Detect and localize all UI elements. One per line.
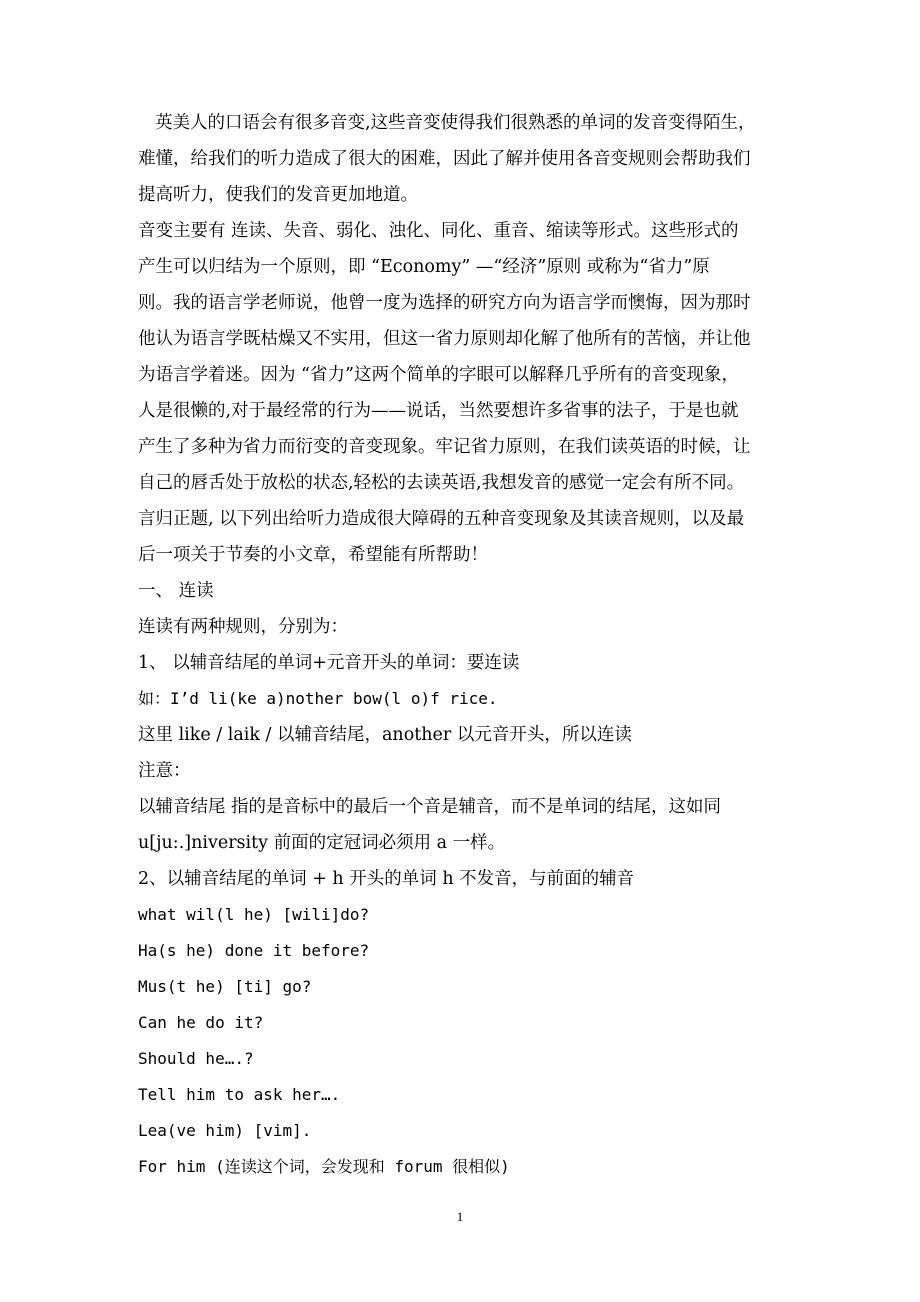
- example-line: 如：I’d li(ke a)nother bow(l o)f rice.: [138, 689, 498, 708]
- paragraph-line: 自己的唇舌处于放松的状态,轻松的去读英语,我想发音的感觉一定会有所不同。: [138, 473, 745, 493]
- note-label: 注意：: [138, 761, 191, 781]
- paragraph-line: 产生可以归结为一个原则，即 “Economy” —“经济”原则 或称为“省力”原: [138, 257, 710, 277]
- paragraph-line: 人是很懒的,对于最经常的行为——说话，当然要想许多省事的法子，于是也就: [138, 401, 739, 421]
- example-line: Mus(t he) [ti] go?: [138, 977, 312, 996]
- paragraph-line: 难懂，给我们的听力造成了很大的困难，因此了解并使用各音变规则会帮助我们: [138, 149, 751, 169]
- paragraph-line: 英美人的口语会有很多音变,这些音变使得我们很熟悉的单词的发音变得陌生，: [155, 113, 756, 133]
- paragraph-line: 以辅音结尾 指的是音标中的最后一个音是辅音，而不是单词的结尾，这如同: [138, 797, 722, 817]
- section-heading: 一、 连读: [138, 581, 214, 601]
- paragraph-line: 言归正题, 以下列出给听力造成很大障碍的五种音变现象及其读音规则，以及最: [138, 509, 745, 529]
- example-line: Lea(ve him) [vim].: [138, 1121, 312, 1140]
- paragraph-line: 他认为语言学既枯燥又不实用，但这一省力原则却化解了他所有的苦恼，并让他: [138, 329, 751, 349]
- paragraph-line: 产生了多种为省力而衍变的音变现象。牢记省力原则，在我们读英语的时候，让: [138, 437, 751, 457]
- paragraph-line: 后一项关于节奏的小文章，希望能有所帮助！: [138, 545, 488, 565]
- paragraph-line: 为语言学着迷。因为 “省力”这两个简单的字眼可以解释几乎所有的音变现象，: [138, 365, 739, 385]
- paragraph-line: 连读有两种规则，分别为：: [138, 617, 348, 637]
- page-number: 1: [456, 1209, 464, 1224]
- example-line: Tell him to ask her….: [138, 1085, 341, 1104]
- paragraph-line: 音变主要有 连读、失音、弱化、浊化、同化、重音、缩读等形式。这些形式的: [138, 221, 739, 241]
- document-body: [138, 105, 798, 1185]
- paragraph-line: 则。我的语言学老师说，他曾一度为选择的研究方向为语言学而懊悔，因为那时: [138, 293, 751, 313]
- rule-heading: 1、 以辅音结尾的单词+元音开头的单词：要连读: [138, 653, 520, 673]
- example-line: Should he….?: [138, 1049, 254, 1068]
- example-line: For him (连读这个词，会发现和 forum 很相似): [138, 1157, 510, 1176]
- rule-heading: 2、以辅音结尾的单词 + h 开头的单词 h 不发音，与前面的辅音: [138, 869, 635, 889]
- paragraph-line: 提高听力，使我们的发音更加地道。: [138, 185, 418, 205]
- example-line: Ha(s he) done it before?: [138, 941, 370, 960]
- paragraph-line: u[ju:.]niversity 前面的定冠词必须用 a 一样。: [138, 833, 506, 853]
- example-line: what wil(l he) [wili]do?: [138, 905, 370, 924]
- example-line: Can he do it?: [138, 1013, 264, 1032]
- paragraph-line: 这里 like / laik / 以辅音结尾，another 以元音开头，所以连读: [138, 725, 632, 745]
